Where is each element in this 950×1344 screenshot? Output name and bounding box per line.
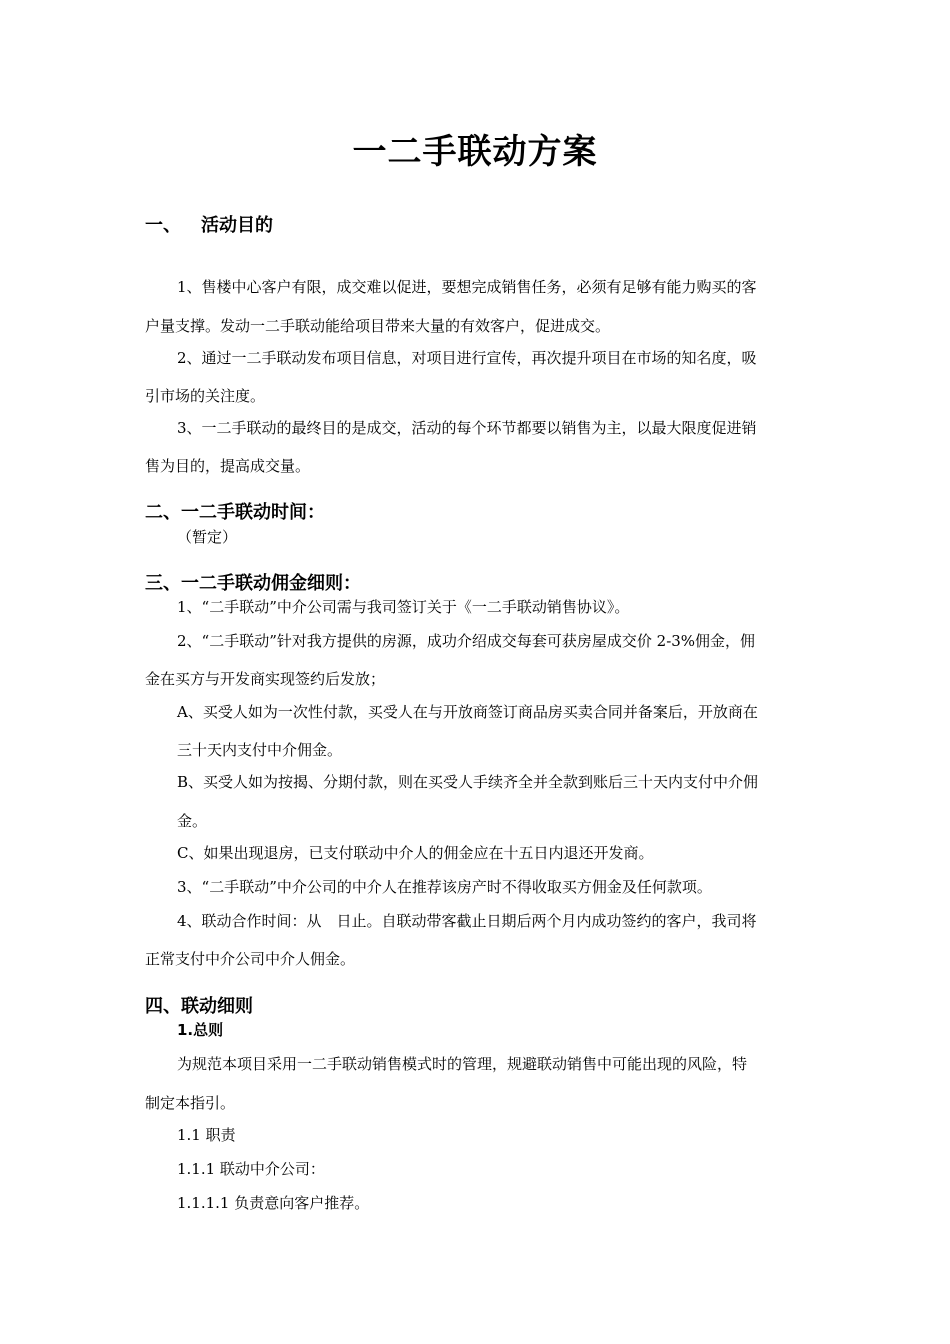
section3-itemA-line2: 三十天内支付中介佣金。 bbox=[177, 741, 343, 759]
section3-heading: 三、一二手联动佣金细则： bbox=[145, 573, 361, 594]
section1-p2-line1: 2、通过一二手联动发布项目信息，对项目进行宣传，再次提升项目在市场的知名度，吸 bbox=[177, 349, 757, 367]
section1-heading bbox=[145, 214, 273, 238]
section4-clause-1-1-1: 1.1.1 联动中介公司： bbox=[177, 1160, 325, 1178]
section4-p-line2: 制定本指引。 bbox=[145, 1094, 236, 1112]
section4-heading: 四、联动细则 bbox=[145, 996, 253, 1017]
section1-p1-line1: 1、售楼中心客户有限，成交难以促进，要想完成销售任务，必须有足够有能力购买的客 bbox=[177, 278, 757, 296]
section3-itemB-line2: 金。 bbox=[177, 812, 208, 830]
section1-p1-line2: 户量支撑。发动一二手联动能给项目带来大量的有效客户，促进成交。 bbox=[145, 317, 611, 335]
section3-itemC: C、如果出现退房，已支付联动中介人的佣金应在十五日内退还开发商。 bbox=[177, 844, 654, 862]
section2-heading: 二、一二手联动时间： bbox=[145, 502, 325, 523]
section4-p-line1: 为规范本项目采用一二手联动销售模式时的管理，规避联动销售中可能出现的风险，特 bbox=[177, 1055, 748, 1073]
section3-item4-line1: 4、联动合作时间：从 日止。自联动带客截止日期后两个月内成功签约的客户，我司将 bbox=[177, 912, 757, 930]
section1-number: 一、 bbox=[145, 215, 181, 236]
section3-itemB-line1: B、买受人如为按揭、分期付款，则在买受人手续齐全并全款到账后三十天内支付中介佣 bbox=[177, 773, 759, 791]
section1-title: 活动目的 bbox=[201, 215, 273, 236]
section1-p3-line2: 售为目的，提高成交量。 bbox=[145, 457, 311, 475]
section3-itemA-line1: A、买受人如为一次性付款，买受人在与开放商签订商品房买卖合同并备案后，开放商在 bbox=[177, 703, 758, 721]
section2-note: （暂定） bbox=[177, 528, 238, 546]
document-title: 一二手联动方案 bbox=[352, 132, 598, 172]
section3-item3: 3、“二手联动”中介公司的中介人在推荐该房产时不得收取买方佣金及任何款项。 bbox=[177, 878, 712, 896]
section4-subheading: 1.总则 bbox=[177, 1021, 224, 1039]
section3-item4-line2: 正常支付中介公司中介人佣金。 bbox=[145, 950, 356, 968]
section4-clause-1-1-1-1: 1.1.1.1 负责意向客户推荐。 bbox=[177, 1194, 370, 1212]
section3-item2-line1: 2、“二手联动”针对我方提供的房源，成功介绍成交每套可获房屋成交价 2-3%佣金，佣 bbox=[177, 632, 756, 650]
section1-p2-line2: 引市场的关注度。 bbox=[145, 387, 266, 405]
section4-clause-1-1: 1.1 职责 bbox=[177, 1126, 236, 1144]
section3-item2-line2: 金在买方与开发商实现签约后发放； bbox=[145, 670, 386, 688]
section1-p3-line1: 3、一二手联动的最终目的是成交，活动的每个环节都要以销售为主，以最大限度促进销 bbox=[177, 419, 757, 437]
section3-item1: 1、“二手联动”中介公司需与我司签订关于《一二手联动销售协议》。 bbox=[177, 598, 630, 616]
